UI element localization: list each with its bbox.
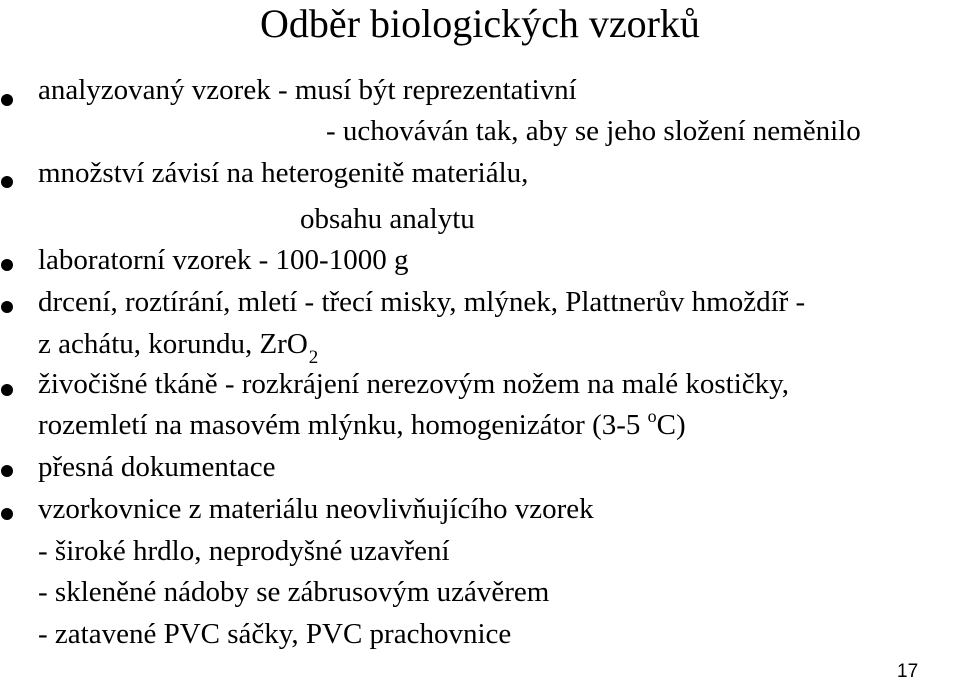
text-main: z achátu, korundu, ZrO — [38, 328, 308, 360]
text-line: - uchováván tak, aby se jeho složení neměnilo — [326, 115, 861, 147]
page-number: 17 — [897, 661, 919, 682]
text-line — [38, 327, 319, 368]
bullet-dot — [1, 259, 13, 271]
text-line: přesná dokumentace — [38, 451, 276, 483]
bullet-dot — [1, 94, 13, 106]
text-line: vzorkovnice z materiálu neovlivňujícího vzorek — [38, 493, 594, 525]
bullet-dot — [1, 384, 13, 396]
subscript: 2 — [308, 347, 319, 368]
text-line: analyzovaný vzorek - musí být reprezentativní — [38, 74, 577, 106]
text-line: množství závisí na heterogenitě materiálu, — [38, 157, 529, 189]
bullet-dot — [1, 176, 13, 188]
text-line — [38, 408, 686, 445]
text-line: - široké hrdlo, neprodyšné uzavření — [38, 535, 450, 567]
bullet-dot — [1, 508, 13, 520]
text-line: laboratorní vzorek - 100-1000 g — [38, 244, 409, 276]
text-main: rozemletí na masovém mlýnku, homogenizátor (3-5 — [38, 409, 648, 441]
text-line: - zatavené PVC sáčky, PVC prachovnice — [38, 618, 512, 650]
bullet-dot — [1, 301, 13, 313]
slide-title: Odběr biologických vzorků — [260, 1, 700, 46]
text-line: obsahu analytu — [300, 203, 475, 235]
text-end: C) — [656, 409, 686, 441]
text-line: drcení, roztírání, mletí - třecí misky, mlýnek, Plattnerův hmoždíř - — [38, 286, 806, 318]
text-line: živočišné tkáně - rozkrájení nerezovým nožem na malé kostičky, — [38, 368, 790, 400]
bullet-dot — [1, 465, 13, 477]
superscript: o — [647, 406, 657, 426]
text-line: - skleněné nádoby se zábrusovým uzávěrem — [38, 576, 550, 608]
